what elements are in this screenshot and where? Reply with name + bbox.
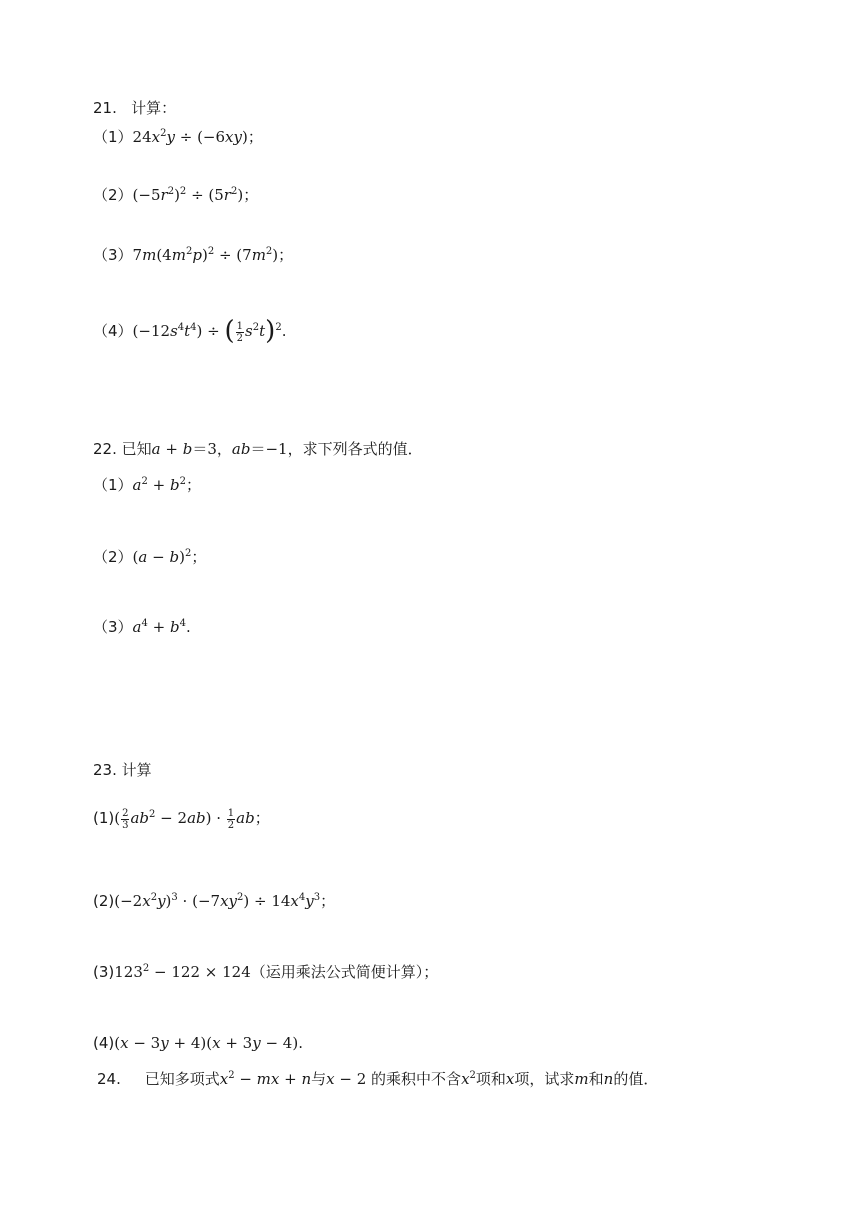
q21-heading-text: 计算： xyxy=(131,99,177,117)
q24-text-4: 项和 xyxy=(475,1070,506,1088)
q23-item-4 xyxy=(93,1032,303,1054)
math-expression: $7m(4m^2p)^2 \div (7m^2)$ xyxy=(132,246,279,264)
q21-item-4 xyxy=(93,316,287,346)
q23-item-3 xyxy=(93,961,438,983)
q24-text-7: 的值． xyxy=(613,1070,659,1088)
math-binomial: x − 2 xyxy=(326,1070,367,1088)
item-tail: ； xyxy=(185,476,201,494)
q24-text-1: 已知多项式 xyxy=(144,1070,220,1088)
q24-text-6: 和 xyxy=(588,1070,604,1088)
math-expression: $123^2 - 122 \times 124$ xyxy=(114,963,251,981)
q21-number: 21. xyxy=(93,99,117,117)
q22-item-3 xyxy=(93,616,191,638)
q22-heading xyxy=(93,438,423,460)
item-tail: ； xyxy=(191,548,207,566)
item-tail: ； xyxy=(278,246,294,264)
math-condition-2: ab＝−1 xyxy=(231,440,288,458)
math-expression: (x − 3y + 4)(x + 3y − 4) xyxy=(114,1034,299,1052)
item-label: （4） xyxy=(93,322,133,340)
item-label: （1） xyxy=(93,128,133,146)
q24-text-3: 的乘积中不含 xyxy=(366,1070,462,1088)
math-condition-1: a + b＝3 xyxy=(151,440,217,458)
q22-item-1 xyxy=(93,474,201,496)
q22-suffix: ，求下列各式的值． xyxy=(287,440,423,458)
item-note: （运用乘法公式简便计算）； xyxy=(250,963,439,981)
math-expression: $(a - b)^2$ xyxy=(132,548,192,566)
math-polynomial: $x^2$ − mx + n xyxy=(219,1070,312,1088)
q24-number: 24. xyxy=(97,1070,121,1088)
q21-item-2 xyxy=(93,184,258,206)
math-var-n: n xyxy=(603,1070,614,1088)
item-label: (2) xyxy=(93,892,115,910)
math-expression: ( $\frac{2}{3}$ $ab^2 - 2ab$) · $\frac{1}{2}$ ab xyxy=(114,807,255,831)
q22-item-2 xyxy=(93,546,206,568)
item-tail: . xyxy=(185,618,191,636)
item-label: (4) xyxy=(93,1034,115,1052)
q23-number: 23. xyxy=(93,761,117,779)
math-expression: $24x^2y \div (-6xy)$ xyxy=(132,128,248,146)
item-tail: ； xyxy=(320,892,336,910)
item-tail: ； xyxy=(254,809,270,827)
item-label: （2） xyxy=(93,548,133,566)
q21-item-3 xyxy=(93,244,293,266)
q24-text-5: 项，试求 xyxy=(514,1070,575,1088)
math-expression: $(-2x^2y)^3 \cdot (-7xy^2) \div 14x^4y^3$ xyxy=(114,892,321,910)
item-tail: ； xyxy=(247,128,263,146)
item-label: (3) xyxy=(93,963,115,981)
item-label: （3） xyxy=(93,246,133,264)
q23-item-2 xyxy=(93,890,335,912)
fraction: $\frac{1}{2}$ xyxy=(236,320,244,344)
item-tail: ； xyxy=(243,186,259,204)
q21-heading xyxy=(93,97,176,119)
q23-heading-text: 计算 xyxy=(121,761,152,779)
math-var-m: m xyxy=(574,1070,589,1088)
item-label: （2） xyxy=(93,186,133,204)
math-term-x: x xyxy=(505,1070,515,1088)
math-expression: $a^4 + b^4$ xyxy=(132,618,186,636)
q21-item-1 xyxy=(93,126,263,148)
fraction: $\frac{2}{3}$ xyxy=(122,807,129,831)
item-label: (1) xyxy=(93,809,115,827)
item-tail: . xyxy=(298,1034,303,1052)
item-label: （3） xyxy=(93,618,133,636)
math-expression: $a^2 + b^2$ xyxy=(132,476,186,494)
math-expression: $(-12s^4t^4)$ ÷ ( $\frac{1}{2}$ $s^2t)^2$ xyxy=(132,316,282,346)
item-label: （1） xyxy=(93,476,133,494)
q22-prefix: 已知 xyxy=(121,440,152,458)
q24-text xyxy=(97,1068,658,1090)
math-expression: $(-5r^2)^2 \div (5r^2)$ xyxy=(132,186,244,204)
item-tail: . xyxy=(281,322,287,340)
q24-text-2: 与 xyxy=(311,1070,327,1088)
math-term-x2: $x^2$ xyxy=(461,1070,476,1088)
q22-separator: ， xyxy=(216,440,232,458)
q23-heading xyxy=(93,759,152,781)
q22-number: 22. xyxy=(93,440,117,458)
fraction: $\frac{1}{2}$ xyxy=(227,807,235,831)
q23-item-1 xyxy=(93,807,270,831)
